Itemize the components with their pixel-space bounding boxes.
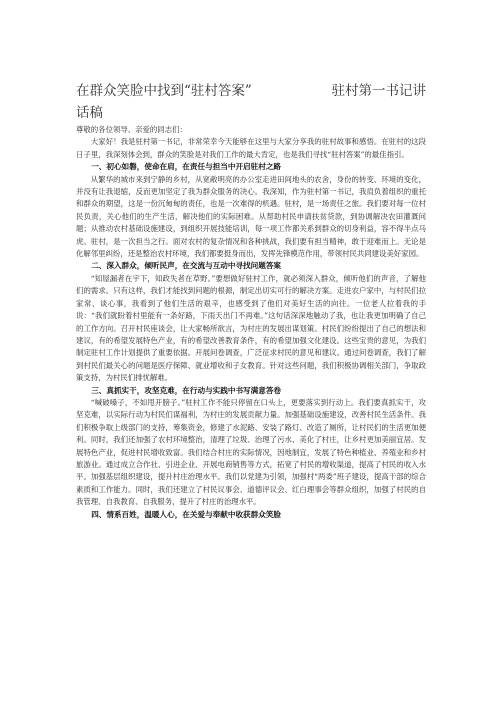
section-heading-1: 一、初心如磐，使命在肩，在责任与担当中开启驻村之路: [91, 162, 282, 172]
section-paragraph-2: “知屋漏者在宇下，知政失者在草野。”要想做好驻村工作，就必须深入群众，倾听他们的声音，了解他们的需求。只有这样，我们才能找到问题的根源，制定出切实可行的解决方案。走进农户家中，与村民们拉家常、谈心事，我看到了他们生活的艰辛，也感受到了他们对美好生活的向往。一位老人拉着我的手说：“我们就盼着村里能有一条好路，下雨天出门不再难。”这句话深深地触动了我，也让我更加明确了自己的工作方向。召开村民座谈会，让大家畅所欲言，为村庄的发展出谋划策。村民们纷纷提出了自己的想法和建议，有的希望发展特色产业，有的希望改善教育条件，有的希望加强文化建设。这些宝贵的意见，为我们制定驻村工作计划提供了重要依据。开展问卷调查，广泛征求村民的意见和建议。通过问卷调查，我们了解到村民们最关心的问题是医疗保障、就业增收和子女教育。针对这些问题，我们积极协调相关部门，争取政策支持，为村民们排忧解难。: [76, 273, 426, 383]
section-heading-2: 二、深入群众，倾听民声，在交流与互动中寻找问题答案: [91, 261, 282, 271]
section-paragraph-3: “喊破嗓子，不如甩开膀子。”驻村工作不能只停留在口头上，更要落实到行动上。我们要真抓实干，攻坚克难，以实际行动为村民们谋福利，为村庄的发展贡献力量。加强基础设施建设，改善村民生活条件。我们积极争取上级部门的支持，筹集资金，修建了水泥路、安装了路灯、改造了厕所，让村民们的生活更加便利。同时，我们还加强了农村环境整治，清理了垃圾、治理了污水、美化了村庄，让乡村更加美丽宜居。发展特色产业，促进村民增收致富。我们结合村庄的实际情况，因地制宜，发展了特色种植业、养殖业和乡村旅游业。通过成立合作社、引进企业、开展电商销售等方式，拓宽了村民的增收渠道，提高了村民的收入水平。加强基层组织建设，提升村庄治理水平。我们以党建为引领，加强村“两委”班子建设，提高干部的综合素质和工作能力。同时，我们还建立了村民议事会、道德评议会、红白理事会等群众组织，加强了村民的自我管理、自我教育、自我服务，提升了村庄的治理水平。: [76, 397, 426, 507]
greeting: 尊敬的各位领导、亲爱的同志们：: [76, 125, 187, 134]
title-right: 驻村第一书记讲: [331, 83, 426, 99]
document-title: [76, 80, 426, 124]
intro-paragraph: 大家好！我是驻村第一书记，非常荣幸今天能够在这里与大家分享我的驻村故事和感悟。在驻村的这段日子里，我深刻体会到，群众的笑脸是对我们工作的最大肯定，也是我们寻找“驻村答案”的最佳指引。: [76, 137, 426, 159]
title-main: 在群众笑脸中找到“驻村答案”: [76, 83, 252, 99]
document-body: [76, 124, 426, 521]
section-heading-3: 三、真抓实干，攻坚克难，在行动与实践中书写满意答卷: [91, 385, 282, 395]
section-heading-4: 四、情系百姓，温暖人心，在关爱与奉献中收获群众笑脸: [91, 509, 282, 519]
section-paragraph-1: 从繁华的城市来到宁静的乡村，从宽敞明亮的办公室走进田间地头的农舍，身份的转变、环境的变化，并没有让我退缩，反而更加坚定了我为群众服务的决心。我深知，作为驻村第一书记，我肩负着组织的重托和群众的期望，这是一份沉甸甸的责任，也是一次难得的机遇。驻村，是一场责任之旅。我们要对每一位村民负责，关心他们的生产生活，解决他们的实际困难。从帮助村民申请扶贫贷款，到协调解决农田灌溉问题；从推动农村基础设施建设，到组织开展技能培训，每一项工作都关系到群众的切身利益，容不得半点马虎。驻村，是一次担当之行。面对农村的复杂情况和各种挑战，我们要有担当精神，敢于迎难而上。无论是化解邻里纠纷，还是整治农村环境，我们都要挺身而出，发挥先锋模范作用，带领村民共同建设美好家园。: [76, 174, 426, 259]
title-continuation: 话稿: [76, 105, 103, 121]
